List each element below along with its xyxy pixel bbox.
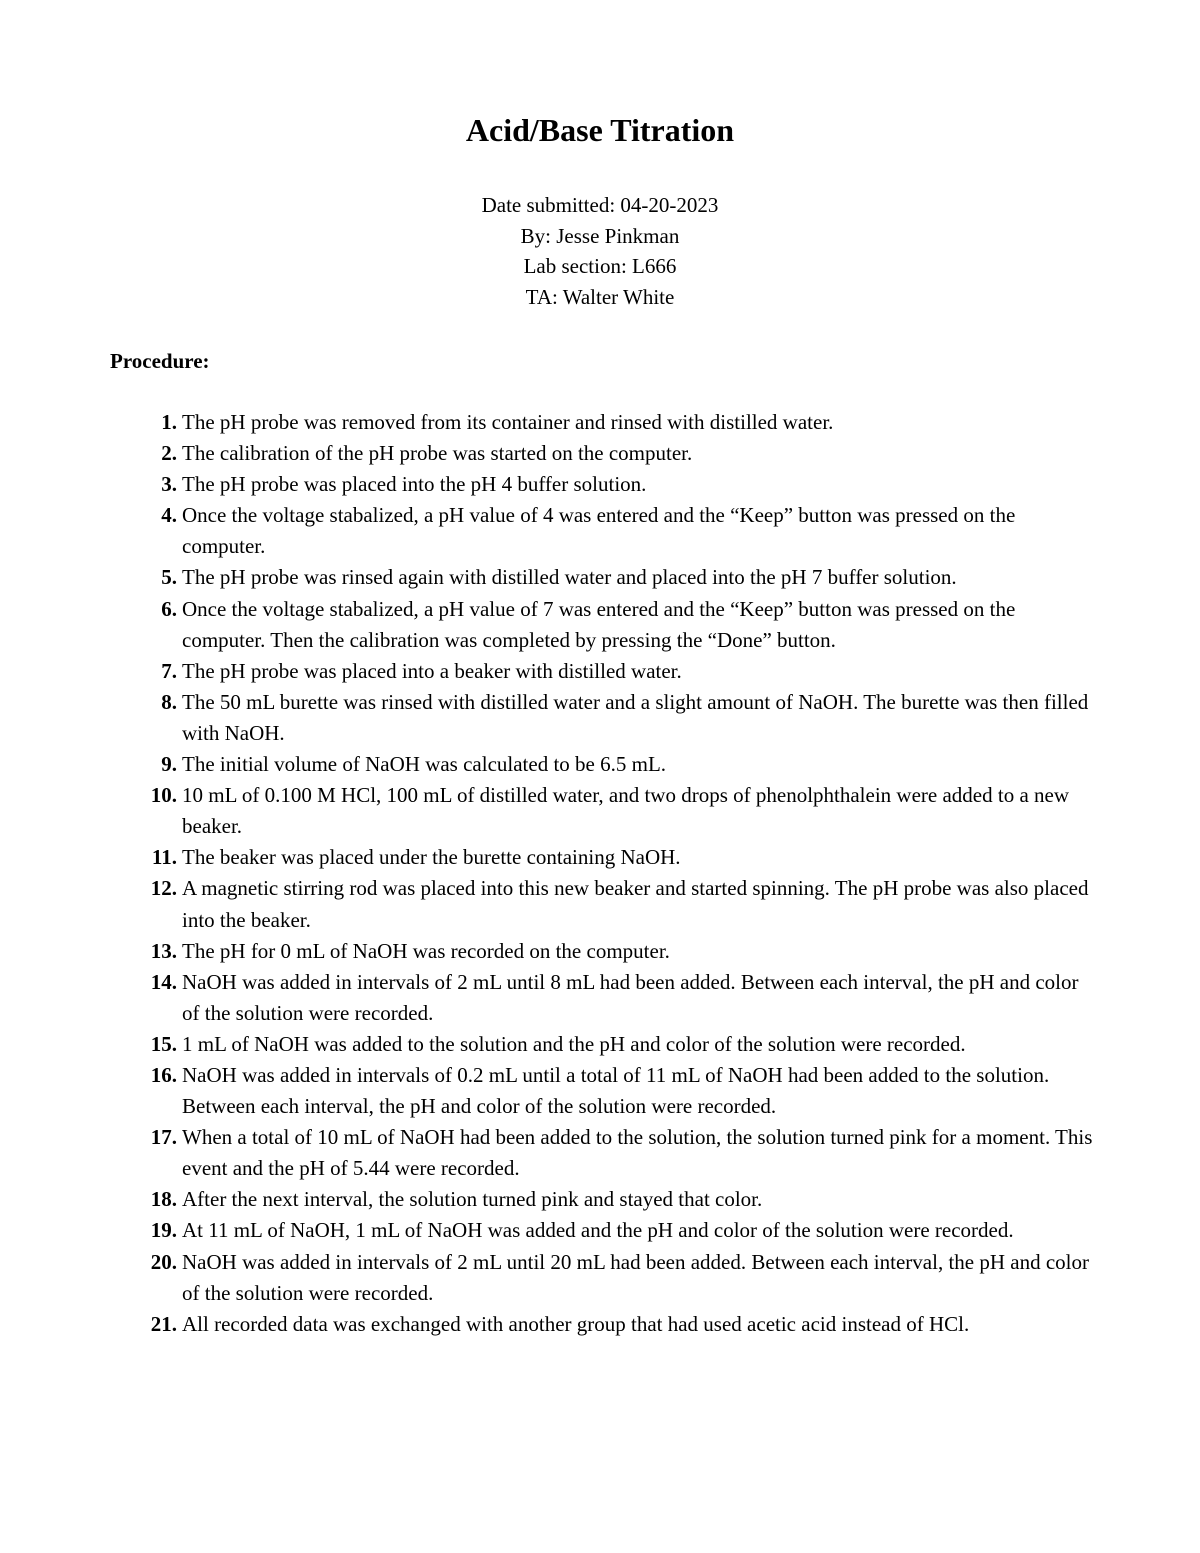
step-number: 19. xyxy=(150,1218,177,1243)
step-text: The pH probe was placed into a beaker with distilled water. xyxy=(182,658,682,683)
step-number: 21. xyxy=(150,1311,177,1336)
procedure-step xyxy=(110,1184,1100,1215)
step-number: 7. xyxy=(161,658,177,683)
step-text: The calibration of the pH probe was started on the computer. xyxy=(182,441,693,466)
procedure-step xyxy=(110,407,1100,438)
step-number: 9. xyxy=(161,752,177,777)
step-number: 3. xyxy=(161,472,177,497)
procedure-step xyxy=(110,780,1100,842)
procedure-step xyxy=(110,594,1100,656)
step-text: NaOH was added in intervals of 2 mL until 8 mL had been added. Between each interval, the pH and color of the solution were recorded. xyxy=(182,969,1079,1025)
step-text: NaOH was added in intervals of 0.2 mL until a total of 11 mL of NaOH had been added to the solution. Between each interval, the pH and color of the solution were recorded. xyxy=(182,1062,1050,1119)
step-text: The pH for 0 mL of NaOH was recorded on the computer. xyxy=(182,938,670,963)
author-line: By: Jesse Pinkman xyxy=(520,223,680,248)
document-title: Acid/Base Titration xyxy=(465,112,735,148)
step-text: The 50 mL burette was rinsed with distilled water and a slight amount of NaOH. The burette was then filled with NaOH. xyxy=(182,689,1089,745)
step-number: 18. xyxy=(150,1187,177,1212)
step-number: 10. xyxy=(150,783,177,808)
step-number: 6. xyxy=(161,596,177,621)
step-text: The pH probe was placed into the pH 4 buffer solution. xyxy=(182,472,647,497)
step-number: 16. xyxy=(150,1062,177,1087)
step-text: The pH probe was rinsed again with distilled water and placed into the pH 7 buffer solution. xyxy=(182,565,957,590)
step-text: The beaker was placed under the burette containing NaOH. xyxy=(182,845,681,870)
lab-section-line: Lab section: L666 xyxy=(523,254,677,278)
step-number: 17. xyxy=(150,1125,177,1150)
procedure-step xyxy=(110,1247,1100,1309)
step-number: 14. xyxy=(150,969,177,994)
procedure-list xyxy=(110,407,1100,1340)
procedure-step xyxy=(110,1309,1100,1340)
step-number: 20. xyxy=(150,1249,177,1274)
step-number: 4. xyxy=(161,503,177,528)
procedure-step xyxy=(110,438,1100,469)
step-number: 13. xyxy=(150,938,177,963)
procedure-step xyxy=(110,749,1100,780)
document-meta xyxy=(0,190,1200,312)
step-text: Once the voltage stabalized, a pH value of 4 was entered and the “Keep” button was pressed on the computer. xyxy=(182,503,1016,559)
step-text: 1 mL of NaOH was added to the solution and the pH and color of the solution were recorded. xyxy=(182,1031,966,1056)
procedure-step xyxy=(110,687,1100,749)
procedure-step xyxy=(110,500,1100,562)
step-number: 11. xyxy=(151,845,177,870)
procedure-step xyxy=(110,1122,1100,1184)
date-submitted: Date submitted: 04-20-2023 xyxy=(481,193,719,217)
step-number: 1. xyxy=(161,410,177,434)
procedure-step xyxy=(110,967,1100,1029)
step-text: A magnetic stirring rod was placed into this new beaker and started spinning. The pH probe was also placed into the beaker. xyxy=(182,876,1089,932)
step-number: 15. xyxy=(150,1031,177,1056)
step-number: 8. xyxy=(161,689,177,714)
procedure-step xyxy=(110,842,1100,873)
procedure-step xyxy=(110,562,1100,593)
step-text: NaOH was added in intervals of 2 mL until 20 mL had been added. Between each interval, the pH and color of the solution were recorded. xyxy=(182,1249,1089,1305)
procedure-step xyxy=(110,1060,1100,1122)
step-text: Once the voltage stabalized, a pH value of 7 was entered and the “Keep” button was pressed on the computer. Then the calibration was completed by pressing the “Done” button. xyxy=(182,596,1016,652)
procedure-step xyxy=(110,873,1100,935)
ta-line: TA: Walter White xyxy=(525,284,675,309)
step-number: 2. xyxy=(161,441,177,466)
procedure-step xyxy=(110,469,1100,500)
step-text: At 11 mL of NaOH, 1 mL of NaOH was added and the pH and color of the solution were recorded. xyxy=(182,1218,1014,1243)
procedure-heading: Procedure: xyxy=(110,349,210,373)
step-text: The initial volume of NaOH was calculated to be 6.5 mL. xyxy=(182,752,667,777)
procedure-step xyxy=(110,1215,1100,1246)
procedure-step xyxy=(110,656,1100,687)
procedure-step xyxy=(110,936,1100,967)
step-text: 10 mL of 0.100 M HCl, 100 mL of distilled water, and two drops of phenolphthalein were added to a new beaker. xyxy=(182,783,1070,839)
step-text: After the next interval, the solution turned pink and stayed that color. xyxy=(182,1187,763,1212)
step-number: 12. xyxy=(150,876,177,901)
step-text: All recorded data was exchanged with another group that had used acetic acid instead of HCl. xyxy=(182,1311,970,1336)
step-text: The pH probe was removed from its container and rinsed with distilled water. xyxy=(182,410,834,434)
procedure-step xyxy=(110,1029,1100,1060)
step-number: 5. xyxy=(161,565,177,590)
step-text: When a total of 10 mL of NaOH had been added to the solution, the solution turned pink for a moment. This event and the pH of 5.44 were recorded. xyxy=(182,1125,1093,1181)
